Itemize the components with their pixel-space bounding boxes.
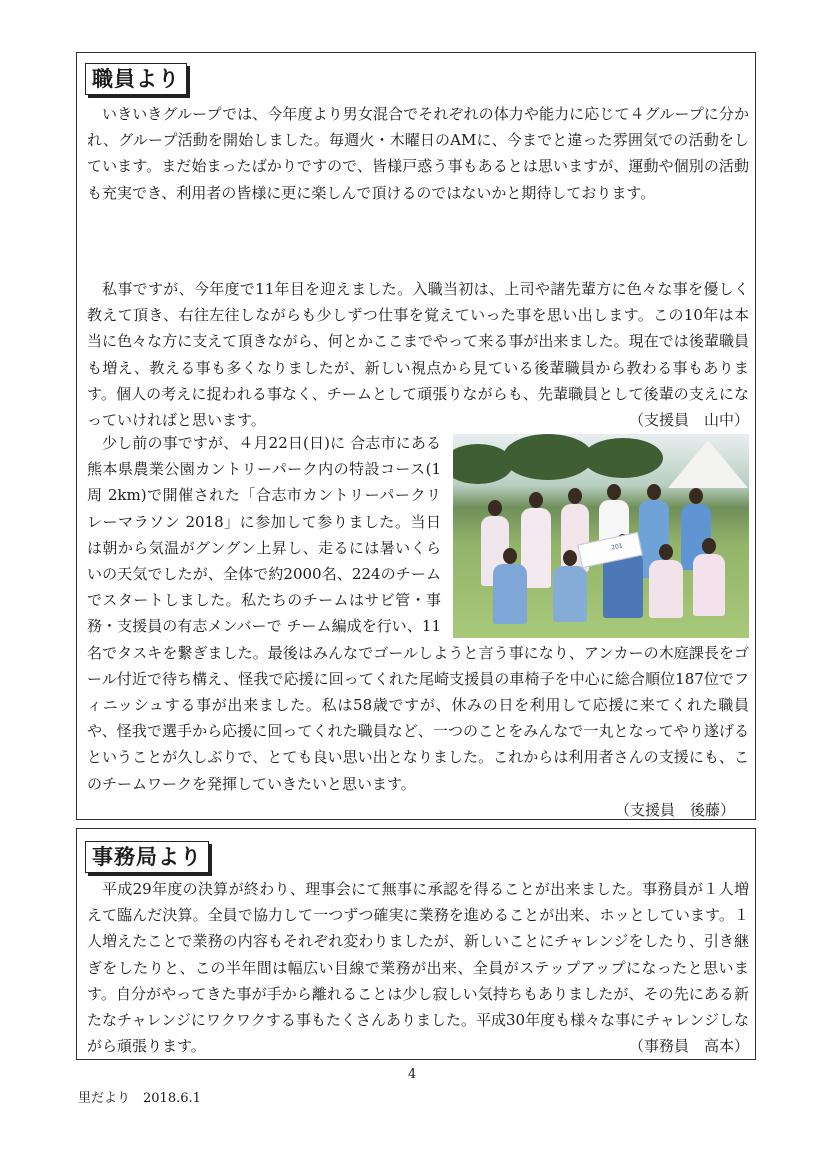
staff-paragraph-1-text: いきいきグループでは、今年度より男女混合でそれぞれの体力や能力に応じて４グループに分かれ、グループ活動を開始しました。毎週火・木曜日のAMに、今までと違った雰囲気での活動をしています。まだ始まったばかりですので、皆様戸惑う事もあるとは思いますが、運動や個別の活動も充実でき、利用者の皆様に更に楽しんで頂けるのではないかと期待しております。 [87, 105, 749, 202]
team-banner: 201 [577, 532, 643, 568]
newsletter-footer: 里だより 2018.6.1 [78, 1091, 201, 1106]
staff-paragraph-2-text: 私事ですが、今年度で11年目を迎えました。入職当初は、上司や諸先輩方に色々な事を優しく教えて頂き、右往左往しながらも少しずつ仕事を覚えていった事を思い出します。この10年は本当に色々な方に支えて頂きながら、何とかここまでやって来る事が出来ました。現在では後輩職員も増え、教える事も多くなりましたが、新しい視点から見ている後輩職員から教わる事もあります。個人の考えに捉われる事なく、チームとして頑張りながらも、先輩職員として後輩の支えになっていければと思います。 [87, 280, 749, 430]
staff-paragraph-3-text: 少し前の事ですが、４月22日(日)に 合志市にある熊本県農業公園カントリーパーク内の特設コース(1周 2km)で開催された「合志市カントリーパークリレーマラソン 2018」に参加して参りました。当日は朝から気温がグングン上昇し、走るには暑いくらいの天気でしたが、全体で約2000名、224のチームでスタートしました。私たちのチームはサビ管・事務・支援員の有志メンバーで チーム編成を行い、11名でタスキを繋ぎました。最後はみんなでゴールしようと言う事になり、アンカーの木庭課長をゴール付近で待ち構え、怪我で応援に回ってくれた尾崎支援員の車椅子を中心に総合順位187位でフィニッシュする事が出来ました。私は58歳ですが、休みの日を利用して応援に来てくれた職員や、怪我で選手から応援に回ってくれた職員など、一つのことをみんなで一丸となってやり遂げるということが久しぶりで、とても良い思い出となりました。これからは利用者さんの支援にも、このチームワークを発揮していきたいと思います。 [87, 434, 749, 793]
page-number: 4 [408, 1067, 417, 1082]
staff-paragraph-3 [87, 430, 749, 823]
staff-section [76, 52, 756, 820]
office-signature-takamoto: （事務員 高本） [628, 1037, 749, 1056]
staff-paragraph-2 [87, 276, 749, 433]
staff-signature-goto: （支援員 後藤） [614, 800, 735, 819]
office-section-heading: 事務局より [85, 841, 209, 873]
staff-signature-yamanaka: （支援員 山中） [628, 411, 749, 430]
office-section [76, 828, 756, 1060]
office-paragraph [87, 876, 749, 1059]
marathon-team-photo [453, 434, 749, 638]
staff-paragraph-1 [87, 101, 749, 206]
staff-section-heading: 職員より [85, 63, 187, 95]
office-paragraph-text: 平成29年度の決算が終わり、理事会にて無事に承認を得ることが出来ました。事務員が１人増えて臨んだ決算。全員で協力して一つずつ確実に業務を進めることが出来、ホッとしています。１人増えたことで業務の内容もそれぞれ変わりましたが、新しいことにチャレンジをしたり、引き継ぎをしたりと、この半年間は幅広い目線で業務が出来、全員がステップアップになったと思います。自分がやってきた事が手から離れることは少し寂しい気持ちもありましたが、その先にある新たなチャレンジにワクワクする事もたくさんありました。平成30年度も様々な事にチャレンジしながら頑張ります。 [87, 880, 749, 1056]
